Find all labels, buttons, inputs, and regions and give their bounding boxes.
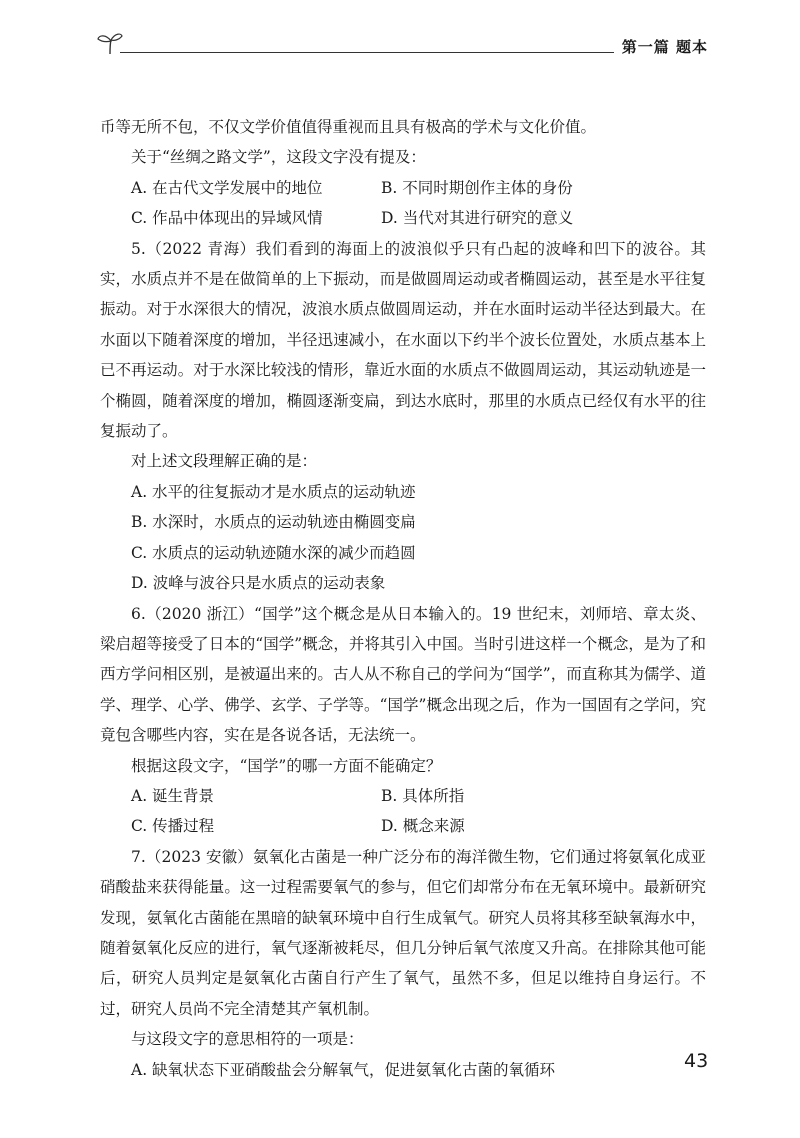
q6-options-row-1	[100, 781, 706, 811]
q6-options-row-2	[100, 811, 706, 841]
q4-option-c: C. 作品中体现出的异域风情	[131, 209, 323, 228]
q4-option-a: A. 在古代文学发展中的地位	[131, 178, 323, 197]
q4-options-row-1	[100, 173, 706, 203]
q7-prompt: 与这段文字的意思相符的一项是：	[131, 1030, 364, 1049]
page-number: 43	[684, 1050, 709, 1072]
q7-stem: 7.（2023 安徽）氨氧化古菌是一种广泛分布的海洋微生物，它们通过将氨氧化成亚硝酸盐来获得能量。这一过程需要氧气的参与，但它们却常分布在无氧环境中。最新研究发现，氨氧化古菌能在黑暗的缺氧环境中自行生成氧气。研究人员将其移至缺氧海水中，随着氨氧化反应的进行，氧气逐渐被耗尽，但几分钟后氧气浓度又升高。在排除其他可能后，研究人员判定是氨氧化古菌自行产生了氧气，虽然不多，但足以维持自身运行。不过，研究人员尚不完全清楚其产氧机制。	[100, 847, 706, 1018]
q5-prompt: 对上述文段理解正确的是：	[131, 452, 318, 471]
q5-stem: 5.（2022 青海）我们看到的海面上的波浪似乎只有凸起的波峰和凹下的波谷。其实，水质点并不是在做简单的上下振动，而是做圆周运动或者椭圆运动，甚至是水平往复振动。对于水深很大的情况，波浪水质点做圆周运动，并在水面时运动半径达到最大。在水面以下随着深度的增加，半径迅速减小，在水面以下约半个波长位置处，水质点基本上已不再运动。对于水深比较浅的情形，靠近水面的水质点不做圆周运动，其运动轨迹是一个椭圆，随着深度的增加，椭圆逐渐变扁，到达水底时，那里的水质点已经仅有水平的往复振动了。	[100, 239, 706, 441]
section-title: 第一篇 题本	[614, 36, 708, 57]
q4-option-d: D. 当代对其进行研究的意义	[381, 209, 574, 228]
q5-option-a: A. 水平的往复振动才是水质点的运动轨迹	[131, 482, 416, 501]
intro-tail: 币等无所不包，不仅文学价值值得重视而且具有极高的学术与文化价值。	[100, 118, 597, 136]
q5-option-c: C. 水质点的运动轨迹随水深的减少而趋圆	[131, 543, 416, 562]
q5-option-b: B. 水深时，水质点的运动轨迹由椭圆变扁	[131, 513, 416, 532]
q6-option-b: B. 具体所指	[381, 786, 465, 805]
q4-option-b: B. 不同时期创作主体的身份	[381, 178, 573, 197]
page-content	[100, 112, 709, 1085]
header-rule	[120, 52, 694, 53]
page-header	[96, 30, 708, 60]
q7-option-a: A. 缺氧状态下亚硝酸盐会分解氧气，促进氨氧化古菌的氧循环	[131, 1060, 556, 1079]
q5-option-d: D. 波峰与波谷只是水质点的运动表象	[131, 574, 386, 593]
q6-option-d: D. 概念来源	[381, 817, 465, 836]
q6-option-a: A. 诞生背景	[131, 786, 215, 805]
q4-options-row-2	[100, 203, 706, 233]
q6-stem: 6.（2020 浙江）“国学”这个概念是从日本输入的。19 世纪末，刘师培、章太炎、梁启超等接受了日本的“国学”概念，并将其引入中国。当时引进这样一个概念，是为了和西方学问相区别，是被逼出来的。古人从不称自己的学问为“国学”，而直称其为儒学、道学、理学、心学、佛学、玄学、子学等。“国学”概念出现之后，作为一国固有之学问，究竟包含哪些内容，实在是各说各话，无法统一。	[100, 604, 706, 745]
q6-prompt: 根据这段文字，“国学”的哪一方面不能确定？	[131, 756, 442, 775]
q4-prompt: 关于“丝绸之路文学”，这段文字没有提及：	[131, 148, 426, 167]
q6-option-c: C. 传播过程	[131, 817, 215, 836]
